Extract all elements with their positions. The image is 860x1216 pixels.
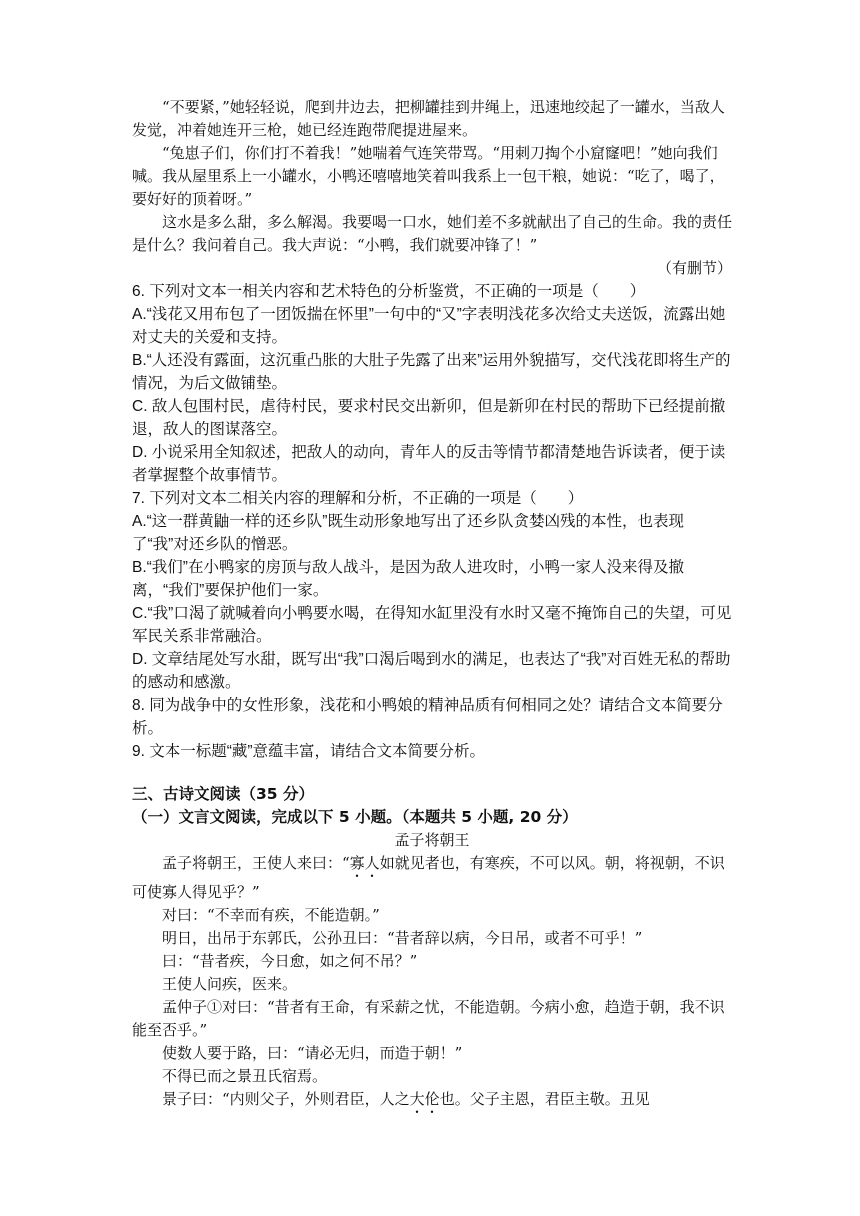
text-run: 也。父子主恩，君臣主敬。丑见 — [439, 1090, 650, 1108]
text-run: 景子曰：“内则父子，外则君臣，人之 — [162, 1090, 410, 1108]
document-page — [132, 96, 732, 1117]
classical-paragraph: 不得已而之景丑氏宿焉。 — [162, 1067, 328, 1085]
section-spacer — [132, 763, 732, 783]
question-7-stem: 7. 下列对文本二相关内容的理解和分析，不正确的一项是（ ） — [132, 490, 584, 507]
emphasized-word: 大伦 — [409, 1090, 440, 1108]
classical-paragraph: 曰：“昔者疾，今日愈，如之何不吊？” — [162, 952, 418, 970]
question-6-option-b: B.“人还没有露面，这沉重凸胀的大肚子先露了出来”运用外貌描写，交代浅花即将生产的情况，为后文做铺垫。 — [132, 352, 731, 392]
question-7-option-a: A.“这一群黄鼬一样的还乡队”既生动形象地写出了还乡队贪婪凶残的本性，也表现了“我”对还乡队的憎恶。 — [132, 513, 684, 553]
question-6-option-d: D. 小说采用全知叙述，把敌人的动向，青年人的反击等情节都清楚地告诉读者，便于读者掌握整个故事情节。 — [132, 444, 726, 484]
text-run: 如就见者也，有寒疾，不可以风。朝，将视朝，不识可使寡人得见乎？” — [132, 854, 725, 901]
classical-paragraph — [132, 1088, 732, 1117]
question-9: 9. 文本一标题“藏”意蕴丰富，请结合文本简要分析。 — [132, 743, 486, 760]
question-7-option-d: D. 文章结尾处写水甜，既写出“我”口渴后喝到水的满足，也表达了“我”对百姓无私的帮助的感动和感激。 — [132, 651, 731, 691]
emphasized-word: 寡人 — [349, 854, 380, 872]
classical-paragraph: 王使人问疾，医来。 — [162, 975, 298, 993]
passage-paragraph: “兔崽子们，你们打不着我！”她喘着气连笑带骂。“用刺刀掏个小窟窿吧！”她向我们喊。我从屋里系上一小罐水，小鸭还嘻嘻地笑着叫我系上一包干粮，她说：“吃了，喝了，要好好的顶着呀。” — [132, 144, 725, 208]
classical-text-title: 孟子将朝王 — [394, 831, 470, 849]
question-6-option-a: A.“浅花又用布包了一团饭揣在怀里”一句中的“又”字表明浅花多次给丈夫送饭，流露出她对丈夫的关爱和支持。 — [132, 306, 726, 346]
subsection-heading: （一）文言文阅读，完成以下 5 小题。（本题共 5 小题, 20 分） — [132, 808, 578, 826]
question-7-option-b: B.“我们”在小鸭家的房顶与敌人战斗，是因为敌人进攻时，小鸭一家人没来得及撤离，“我们”要保护他们一家。 — [132, 559, 684, 599]
question-6-option-c: C. 敌人包围村民，虐待村民，要求村民交出新卯，但是新卯在村民的帮助下已经提前撤退，敌人的图谋落空。 — [132, 398, 726, 438]
classical-paragraph: 使数人要于路，曰：“请必无归，而造于朝！” — [162, 1044, 463, 1062]
section-heading: 三、古诗文阅读（35 分） — [132, 785, 314, 803]
classical-paragraph: 孟仲子①对曰：“昔者有王命，有采薪之忧，不能造朝。今病小愈，趋造于朝，我不识能至否乎。” — [132, 998, 725, 1039]
question-6-stem: 6. 下列对文本一相关内容和艺术特色的分析鉴赏，不正确的一项是（ ） — [132, 283, 646, 300]
classical-paragraph: 对曰：“不幸而有疾，不能造朝。” — [162, 906, 380, 924]
abridged-note: （有删节） — [656, 259, 732, 277]
passage-paragraph: 这水是多么甜，多么解渴。我要喝一口水，她们差不多就献出了自己的生命。我的责任是什么？我问着自己。我大声说：“小鸭，我们就要冲锋了！” — [132, 213, 733, 254]
classical-paragraph — [132, 852, 732, 904]
text-run: 孟子将朝王，王使人来曰：“ — [162, 854, 350, 872]
question-8: 8. 同为战争中的女性形象，浅花和小鸭娘的精神品质有何相同之处？请结合文本简要分析。 — [132, 697, 723, 737]
passage-paragraph: “不要紧，”她轻轻说，爬到井边去，把柳罐挂到井绳上，迅速地绞起了一罐水，当敌人发觉，冲着她连开三枪，她已经连跑带爬提进屋来。 — [132, 98, 725, 139]
classical-paragraph: 明日，出吊于东郭氏，公孙丑曰：“昔者辞以病，今日吊，或者不可乎！” — [162, 929, 643, 947]
question-7-option-c: C.“我”口渴了就喊着向小鸭要水喝，在得知水缸里没有水时又毫不掩饰自己的失望，可见军民关系非常融洽。 — [132, 605, 732, 645]
